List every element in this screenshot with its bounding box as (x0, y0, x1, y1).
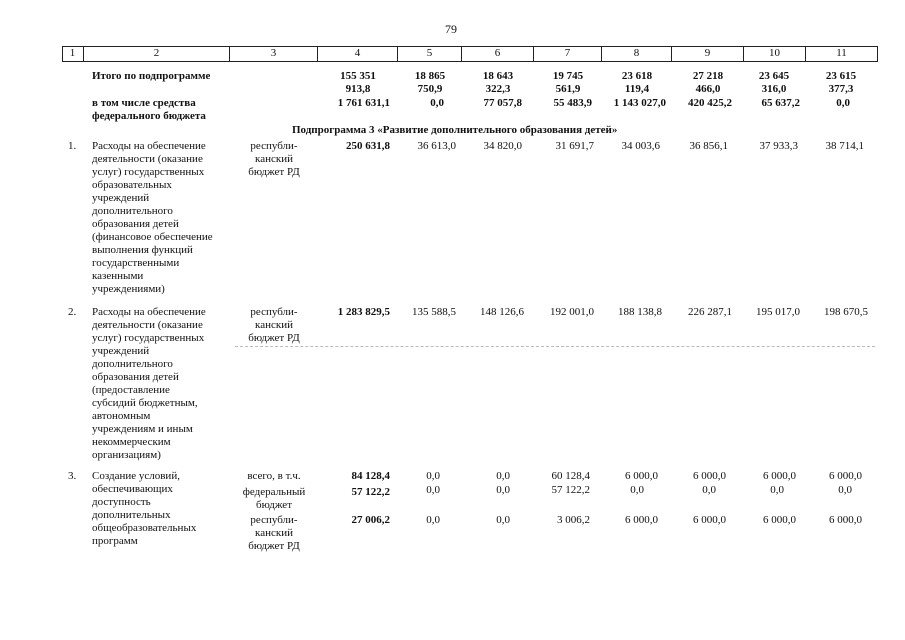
row-value: 60 128,4 (551, 470, 590, 482)
row-value: 6 000,0 (625, 514, 658, 526)
row-value: 0,0 (838, 484, 852, 496)
header-cell: 8 (602, 46, 672, 62)
row-value: 0,0 (770, 484, 784, 496)
scan-artifact-line (235, 346, 875, 347)
row-value: 0,0 (630, 484, 644, 496)
header-cell: 6 (462, 46, 534, 62)
subprogram-title: Подпрограмма 3 «Развитие дополнительного образования детей» (292, 124, 618, 136)
federal-value: 77 057,8 (483, 97, 522, 109)
row-value: 6 000,0 (693, 514, 726, 526)
row-value: 31 691,7 (555, 140, 594, 152)
row-total: 57 122,2 (351, 486, 390, 498)
header-cell: 3 (230, 46, 318, 62)
row-value: 195 017,0 (756, 306, 800, 318)
row-total: 27 006,2 (351, 514, 390, 526)
totals-label: Итого по подпрограмме (92, 70, 211, 82)
totals-value: 155 351 913,8 (340, 70, 376, 95)
row-number: 2. (68, 306, 77, 318)
totals-value: 18 643 322,3 (482, 70, 514, 95)
header-cell: 5 (398, 46, 462, 62)
totals-value: 27 218 466,0 (692, 70, 724, 95)
row-number: 3. (68, 470, 77, 482)
header-cell: 9 (672, 46, 744, 62)
row-source: республи- канский бюджет РД (248, 140, 300, 178)
header-cell: 7 (534, 46, 602, 62)
row-source: республи- канский бюджет РД (248, 514, 300, 552)
totals-value: 23 645 316,0 (758, 70, 790, 95)
row-value: 0,0 (426, 470, 440, 482)
row-value: 198 670,5 (824, 306, 868, 318)
row-value: 148 126,6 (480, 306, 524, 318)
row-name: Расходы на обеспечение деятельности (оказание услуг) государственных учреждений дополнительного образования детей (предоставление субсидий бюджетным, автономным учреждениям и иным некоммерческим организациям) (92, 306, 206, 461)
row-value: 34 820,0 (483, 140, 522, 152)
federal-value: 65 637,2 (761, 97, 800, 109)
row-value: 0,0 (702, 484, 716, 496)
row-value: 6 000,0 (829, 470, 862, 482)
page-number: 79 (445, 22, 457, 36)
federal-label: в том числе средства федерального бюджета (92, 97, 206, 122)
row-value: 57 122,2 (551, 484, 590, 496)
row-value: 0,0 (426, 484, 440, 496)
totals-value: 23 615 377,3 (825, 70, 857, 95)
row-name: Расходы на обеспечение деятельности (оказание услуг) государственных образовательных учреждений дополнительного образования детей (финансовое обеспечение выполнения функций государственными казенными учреждениями) (92, 140, 213, 295)
row-value: 37 933,3 (759, 140, 798, 152)
row-total: 1 283 829,5 (337, 306, 390, 318)
federal-value: 420 425,2 (688, 97, 732, 109)
row-source: республи- канский бюджет РД (248, 306, 300, 344)
row-name: Создание условий, обеспечивающих доступность дополнительных общеобразовательных программ (92, 470, 197, 547)
row-value: 36 613,0 (417, 140, 456, 152)
row-value: 6 000,0 (693, 470, 726, 482)
federal-value: 0,0 (430, 97, 444, 109)
row-value: 3 006,2 (557, 514, 590, 526)
row-value: 0,0 (496, 470, 510, 482)
federal-value: 55 483,9 (553, 97, 592, 109)
row-value: 0,0 (426, 514, 440, 526)
row-value: 226 287,1 (688, 306, 732, 318)
row-value: 6 000,0 (829, 514, 862, 526)
row-total: 84 128,4 (351, 470, 390, 482)
row-value: 0,0 (496, 484, 510, 496)
row-value: 6 000,0 (625, 470, 658, 482)
row-value: 36 856,1 (689, 140, 728, 152)
row-source: всего, в т.ч. (247, 470, 301, 482)
header-cell: 2 (84, 46, 230, 62)
totals-value: 18 865 750,9 (414, 70, 446, 95)
row-value: 6 000,0 (763, 514, 796, 526)
row-value: 0,0 (496, 514, 510, 526)
row-value: 6 000,0 (763, 470, 796, 482)
row-value: 34 003,6 (621, 140, 660, 152)
federal-value: 0,0 (836, 97, 850, 109)
header-cell: 10 (744, 46, 806, 62)
row-total: 250 631,8 (346, 140, 390, 152)
federal-value: 1 143 027,0 (613, 97, 666, 109)
row-value: 192 001,0 (550, 306, 594, 318)
row-number: 1. (68, 140, 77, 152)
row-value: 38 714,1 (825, 140, 864, 152)
header-cell: 4 (318, 46, 398, 62)
row-value: 135 588,5 (412, 306, 456, 318)
header-cell: 11 (806, 46, 878, 62)
totals-value: 19 745 561,9 (552, 70, 584, 95)
row-source: федеральный бюджет (242, 486, 306, 511)
row-value: 188 138,8 (618, 306, 662, 318)
federal-value: 1 761 631,1 (337, 97, 390, 109)
totals-value: 23 618 119,4 (621, 70, 653, 95)
header-cell: 1 (62, 46, 84, 62)
